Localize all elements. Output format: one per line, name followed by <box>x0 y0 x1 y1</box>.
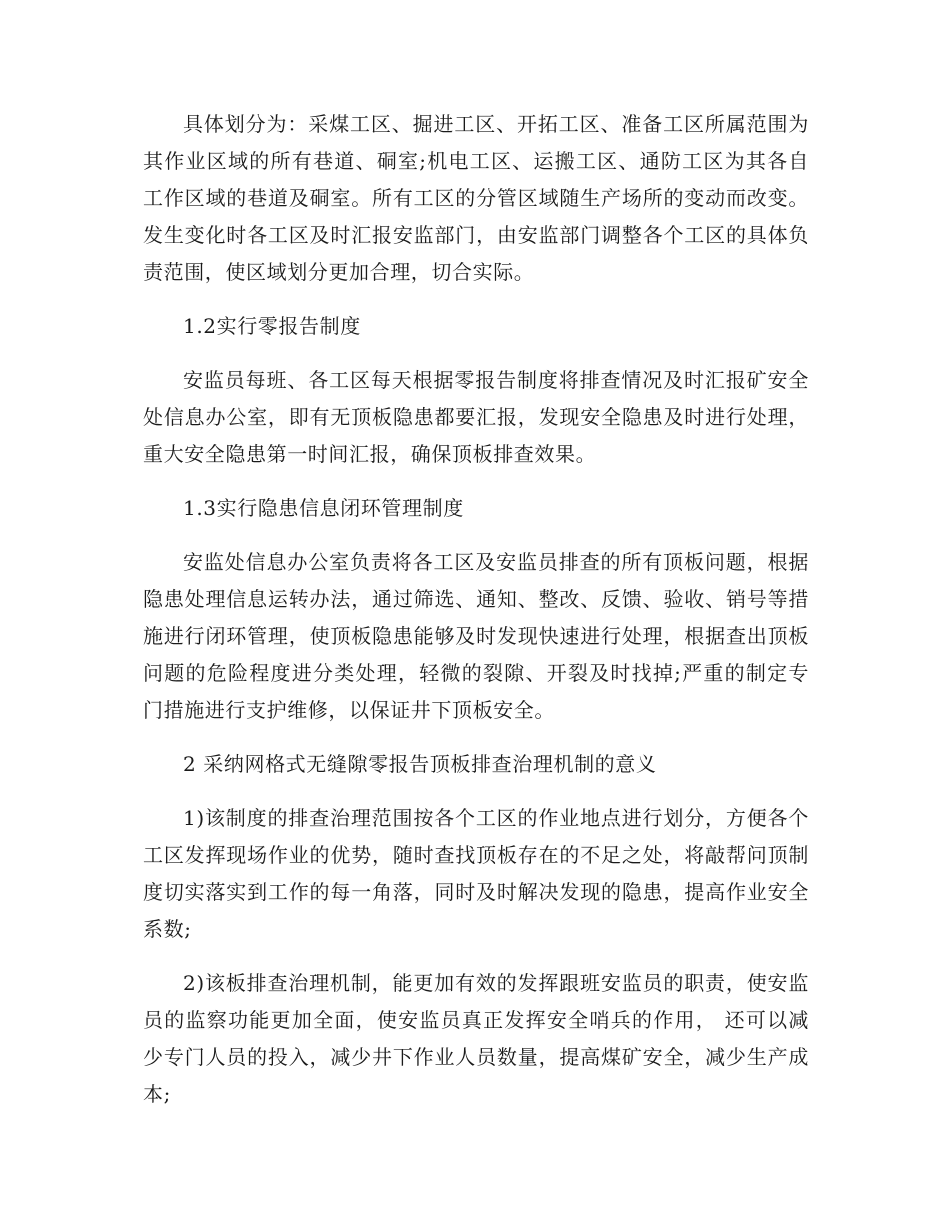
section-heading-2: 2 采纳网格式无缝隙零报告顶板排查治理机制的意义 <box>183 752 657 776</box>
paragraph-significance-1: 1)该制度的排查治理范围按各个工区的作业地点进行划分，方便各个工区发挥现场作业的优势，随时查找顶板存在的不足之处，将敲帮问顶制度切实落实到工作的每一角落，同时及时解决发现的隐患，提高作业安全系数; <box>143 806 809 941</box>
paragraph-zero-report: 安监员每班、各工区每天根据零报告制度将排查情况及时汇报矿安全处信息办公室，即有无顶板隐患都要汇报，发现安全隐患及时进行处理，重大安全隐患第一时间汇报，确保顶板排查效果。 <box>143 368 809 466</box>
paragraph-closed-loop: 安监处信息办公室负责将各工区及安监员排查的所有顶板问题，根据隐患处理信息运转办法，通过筛选、通知、整改、反馈、验收、销号等措施进行闭环管理，使顶板隐患能够及时发现快速进行处理，根据查出顶板问题的危险程度进分类处理，轻微的裂隙、开裂及时找掉;严重的制定专门措施进行支护维修，以保证井下顶板安全。 <box>143 550 809 722</box>
paragraph-zone-division: 具体划分为：采煤工区、掘进工区、开拓工区、准备工区所属范围为其作业区域的所有巷道、硐室;机电工区、运搬工区、通防工区为其各自工作区域的巷道及硐室。所有工区的分管区域随生产场所的变动而改变。发生变化时各工区及时汇报安监部门，由安监部门调整各个工区的具体负责范围，使区域划分更加合理，切合实际。 <box>143 112 809 284</box>
paragraph-significance-2: 2)该板排查治理机制，能更加有效的发挥跟班安监员的职责，使安监员的监察功能更加全面，使安监员真正发挥安全哨兵的作用， 还可以减少专门人员的投入，减少井下作业人员数量，提高煤矿安全，减少生产成本; <box>143 971 809 1106</box>
section-heading-1-3: 1.3实行隐患信息闭环管理制度 <box>183 496 464 520</box>
document-body <box>143 106 809 1113</box>
section-heading-1-2: 1.2实行零报告制度 <box>183 314 361 338</box>
